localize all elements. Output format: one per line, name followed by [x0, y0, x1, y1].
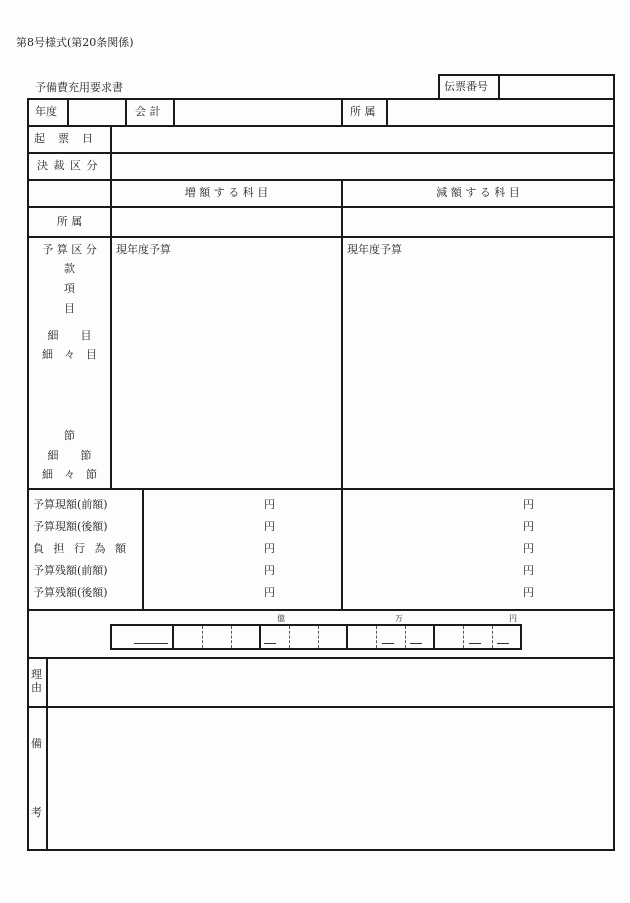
- department-row-label: 所 属: [56, 215, 83, 228]
- digit-underline: [410, 643, 422, 644]
- budget-class-label: 予 算 区 分: [42, 243, 97, 256]
- form-number: 第8号様式(第20条関係): [16, 36, 134, 49]
- digit-separator: [202, 626, 203, 648]
- yen-unit: 円: [264, 564, 275, 577]
- yen-unit: 円: [264, 586, 275, 599]
- decrease-department-field[interactable]: [344, 208, 612, 235]
- divider: [110, 125, 112, 488]
- divider: [341, 179, 343, 609]
- divider: [67, 98, 69, 125]
- digit-group-divider: [433, 624, 435, 649]
- digit-underline: [382, 643, 394, 644]
- increase-header: 増 額 す る 科 目: [184, 186, 269, 199]
- fiscal-year-label: 年度: [35, 105, 57, 118]
- remarks-label-1: 備: [31, 737, 42, 750]
- digit-separator: [405, 626, 406, 648]
- row-line: [27, 236, 614, 238]
- remarks-label-2: 考: [31, 806, 42, 819]
- digit-separator: [318, 626, 319, 648]
- digit-separator: [289, 626, 290, 648]
- yen-unit: 円: [264, 520, 275, 533]
- digit-separator: [231, 626, 232, 648]
- budget-saisetsu-label: 細 節: [47, 449, 92, 462]
- decrease-budget-text[interactable]: 現年度予算: [347, 243, 402, 256]
- amount-row-label: 予算残額(前額): [33, 564, 108, 577]
- reason-field[interactable]: [49, 659, 612, 705]
- yen-unit: 円: [523, 520, 534, 533]
- form-title: 予備費充用要求書: [35, 81, 123, 94]
- digit-underline: [134, 643, 168, 644]
- yen-unit: 円: [523, 564, 534, 577]
- digit-group-divider: [259, 624, 261, 649]
- reason-label-2: 由: [31, 681, 42, 694]
- budget-moku-label: 目: [64, 302, 75, 315]
- department-field[interactable]: [389, 100, 612, 124]
- divider: [498, 74, 500, 99]
- department-label: 所 属: [350, 105, 376, 118]
- budget-saisaimoku-label: 細 々 目: [42, 348, 97, 361]
- yen-unit: 円: [523, 542, 534, 555]
- yen-unit: 円: [264, 542, 275, 555]
- increase-budget-text[interactable]: 現年度予算: [116, 243, 171, 256]
- account-field[interactable]: [176, 100, 340, 124]
- divider: [46, 657, 48, 850]
- account-label: 会 計: [135, 105, 161, 118]
- digit-separator: [463, 626, 464, 648]
- draft-date-label: 起 票 日: [34, 132, 94, 145]
- row-line: [27, 179, 614, 181]
- unit-man: 万: [395, 614, 403, 623]
- slip-number-field[interactable]: [501, 76, 612, 97]
- budget-kan-label: 款: [64, 262, 75, 275]
- increase-department-field[interactable]: [113, 208, 340, 235]
- fiscal-year-field[interactable]: [70, 100, 124, 124]
- amount-row-label: 負 担 行 為 額: [33, 542, 129, 555]
- row-line: [27, 488, 614, 490]
- remarks-field[interactable]: [49, 708, 612, 848]
- divider: [341, 98, 343, 125]
- divider: [386, 98, 388, 125]
- yen-unit: 円: [264, 498, 275, 511]
- digit-underline: [469, 643, 481, 644]
- yen-unit: 円: [523, 586, 534, 599]
- digit-underline: [264, 643, 276, 644]
- digit-group-divider: [346, 624, 348, 649]
- slip-number-label: 伝票番号: [444, 80, 488, 93]
- decrease-header: 減 額 す る 科 目: [436, 186, 520, 199]
- digit-separator: [492, 626, 493, 648]
- amount-row-label: 予算残額(後額): [33, 586, 108, 599]
- approval-class-label: 決 裁 区 分: [37, 159, 99, 172]
- budget-setsu-label: 節: [64, 429, 75, 442]
- digit-separator: [376, 626, 377, 648]
- unit-yen: 円: [509, 614, 517, 623]
- yen-unit: 円: [523, 498, 534, 511]
- row-line: [27, 609, 614, 611]
- divider: [142, 488, 144, 609]
- digit-underline: [497, 643, 509, 644]
- budget-kou-label: 項: [64, 282, 75, 295]
- divider: [173, 98, 175, 125]
- budget-saisaisetsu-label: 細 々 節: [42, 468, 97, 481]
- budget-saimoku-label: 細 目: [47, 329, 92, 342]
- digit-group-divider: [172, 624, 174, 649]
- draft-date-field[interactable]: [113, 127, 612, 151]
- amount-row-label: 予算現額(後額): [33, 520, 108, 533]
- divider: [125, 98, 127, 125]
- unit-oku: 億: [277, 614, 285, 623]
- amount-row-label: 予算現額(前額): [33, 498, 108, 511]
- approval-class-field[interactable]: [113, 154, 612, 178]
- reason-label-1: 理: [31, 668, 42, 681]
